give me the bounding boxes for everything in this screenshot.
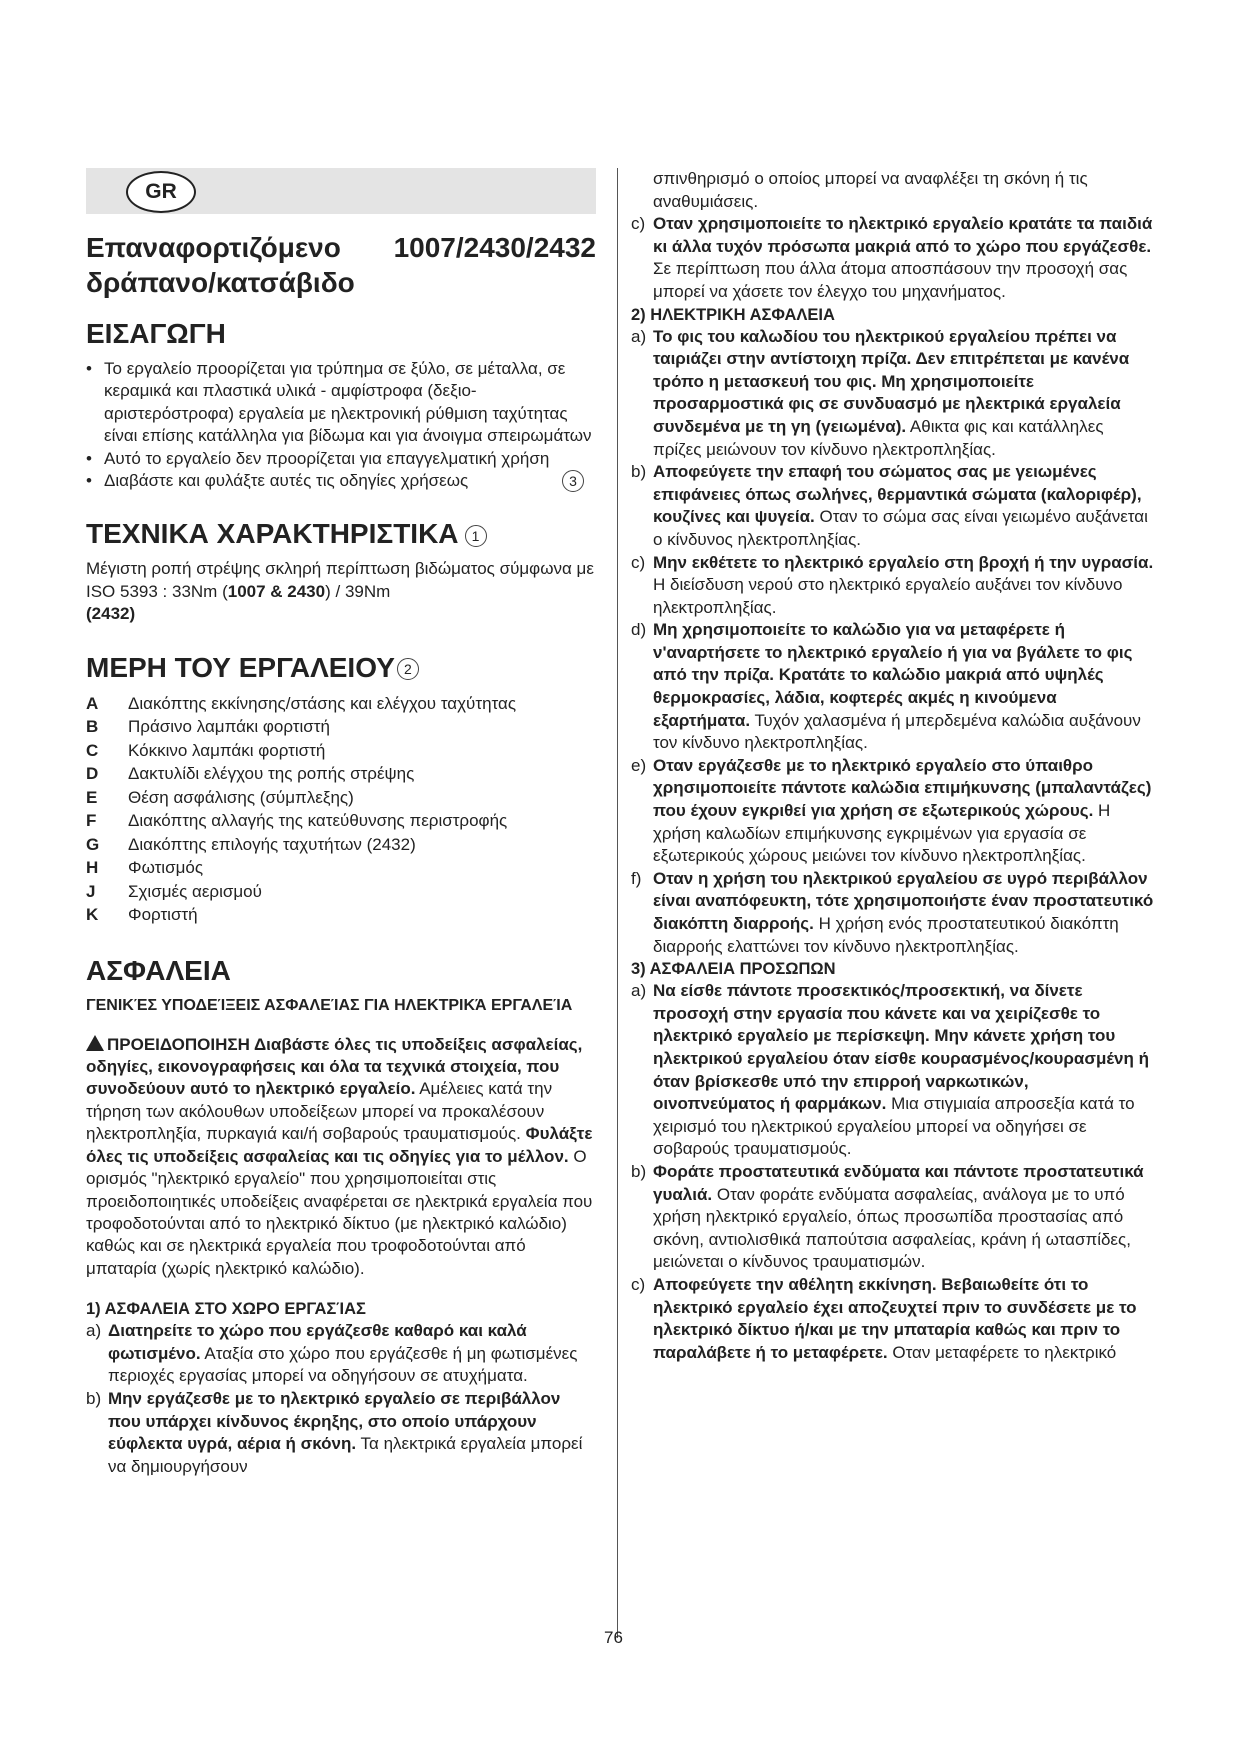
part-label: Κόκκινο λαμπάκι φορτιστή — [128, 740, 326, 760]
pers-item-a — [631, 980, 1154, 1161]
title-line2: δράπανο/κατσάβιδο — [86, 267, 355, 298]
item-label: f) — [631, 868, 642, 888]
electrical-safety-heading: 2) ΗΛΕΚΤΡΙΚΗ ΑΣΦΑΛΕΙΑ — [631, 305, 835, 324]
warning-paragraph — [86, 1034, 596, 1280]
part-row — [86, 856, 596, 880]
figure-ref-3-icon: 3 — [562, 470, 584, 492]
item-label: b) — [631, 462, 647, 482]
personal-safety-heading: 3) ΑΣΦΑΛΕΙΑ ΠΡΟΣΩΠΩΝ — [631, 960, 836, 979]
item-label: a) — [86, 1321, 102, 1341]
pers-item-c — [631, 1274, 1154, 1364]
item-label: c) — [631, 552, 646, 572]
item-bold: Μην εκθέτετε το ηλεκτρικό εργαλείο στη βροχή ή την υγρασία. — [653, 552, 1154, 572]
part-label: Διακόπτης αλλαγής της κατεύθυνσης περιστροφής — [128, 811, 508, 831]
item-text — [653, 1161, 1154, 1274]
item-normal: Οταν το σώμα σας είναι γειωμένο αυξάνεται ο κίνδυνος ηλεκτροπληξίας. — [653, 507, 1148, 549]
item-normal: Τυχόν χαλασμένα ή μπερδεμένα καλώδια αυξάνουν τον κίνδυνο ηλεκτροπληξίας. — [653, 710, 1141, 753]
item-label: b) — [631, 1161, 647, 1181]
item-normal: Η χρήση καλωδίων επιμήκυνσης εγκριμένων για εργασία σε εξωτερικούς χώρους μειώνει τον κίνδυνο ηλεκτροπληξίας. — [653, 801, 1111, 866]
warning-text-1: Αμέλειες κατά την τήρηση των ακόλουθων υποδείξεων μπορεί να προκαλέσουν ηλεκτροπληξία, πυρκαγιά και/ή σοβαρούς τραυματισμούς. — [86, 1079, 553, 1144]
elec-item-c — [631, 552, 1154, 620]
elec-item-b — [631, 461, 1154, 551]
item-text — [653, 980, 1154, 1161]
tech-text — [86, 558, 596, 625]
item-label: b) — [86, 1388, 102, 1408]
item-bold: Οταν εργάζεσθε με το ηλεκτρικό εργαλείο στο ύπαιθρο χρησιμοποιείτε πάντοτε καλώδια επιμήκυνσης (μπαλαντάζες) που έχουν εγκριθεί για χρήση σε εξωτερικούς χώρους. — [653, 755, 1152, 821]
tech-heading-text: ΤΕΧΝΙΚΑ ΧΑΡΑΚΤΗΡΙΣΤΙΚΑ — [86, 518, 459, 550]
item-normal: Τα ηλεκτρικά εργαλεία μπορεί να δημιουργήσουν — [108, 1434, 583, 1476]
part-key: B — [86, 717, 99, 737]
parts-heading — [86, 652, 596, 684]
safety-heading: ΑΣΦΑΛΕΙΑ — [86, 954, 231, 986]
intro-bullet-3-text: • Διαβάστε και φυλάξτε αυτές τις οδηγίες χρήσεως — [104, 471, 469, 491]
part-key: H — [86, 858, 99, 878]
pers-item-b — [631, 1161, 1154, 1274]
part-row — [86, 739, 596, 763]
model-numbers: 1007/2430/2432 — [393, 232, 596, 263]
part-label: Φορτιστή — [128, 905, 198, 925]
warning-triangle-icon — [86, 1035, 104, 1051]
work-item-a — [86, 1320, 596, 1388]
intro-bullet-3 — [86, 470, 596, 492]
part-key: F — [86, 811, 97, 831]
item-label: d) — [631, 620, 647, 640]
part-key: G — [86, 834, 100, 854]
warning-text-2: Ο ορισμός "ηλεκτρικό εργαλείο" που χρησιμοποιείται στις προειδοποιητικές υποδείξεις αναφέρεται σε ηλεκτρικά εργαλεία που τροφοδοτούνται από το ηλεκτρικό δίκτυο (με ηλεκτρικό καλώδιο) καθώς και σε ηλεκτρικά εργαλεία που τροφοδοτούνται από μπαταρία (χωρίς ηλεκτρικό καλώδιο). — [86, 1146, 593, 1278]
intro-bullet-1: • Το εργαλείο προορίζεται για τρύπημα σε ξύλο, σε μέταλλα, σε κεραμικά και πλαστικά υλικά - αμφίστροφα (δεξιο-αριστερόστροφα) εργαλεία με ηλεκτρονική ρύθμιση ταχύτητας είναι επίσης κατάλληλα για βίδωμα και για άνοιγμα σπειρωμάτων — [86, 358, 596, 448]
country-code-badge: GR — [126, 171, 196, 213]
work-item-b-continued — [631, 168, 1154, 213]
item-text — [653, 868, 1154, 958]
part-row — [86, 692, 596, 716]
item-bold: Να είσθε πάντοτε προσεκτικός/προσεκτική, να δίνετε προσοχή στην εργασία που κάνετε και να χειρίζεσθε το ηλεκτρικό εργαλείο με περίσκεψη. Μην κάνετε χρήση του ηλεκτρικού εργαλείου όταν είσθε κουρασμένος/κουρασμένη ή όταν βρίσκεσθε υπό την επιρροή ναρκωτικών, οινοπνεύματος ή φαρμάκων. — [653, 981, 1149, 1114]
item-normal: σπινθηρισμό ο οποίος μπορεί να αναφλέξει τη σκόνη ή τις αναθυμιάσεις. — [653, 169, 1088, 211]
left-column — [86, 168, 596, 1478]
item-normal: Η χρήση ενός προστατευτικού διακόπτη διαρροής ελαττώνει τον κίνδυνο ηλεκτροπληξίας. — [653, 914, 1119, 956]
part-label: Δακτυλίδι ελέγχου της ροπής στρέψης — [128, 764, 415, 784]
part-label: Πράσινο λαμπάκι φορτιστή — [128, 717, 330, 737]
intro-bullet-2: • Αυτό το εργαλείο δεν προορίζεται για επαγγελματική χρήση — [86, 448, 596, 470]
work-area-heading: 1) ΑΣΦΑΛΕΙΑ ΣΤΟ ΧΩΡΟ ΕΡΓΑΣΊΑΣ — [86, 1300, 366, 1319]
document-title — [86, 230, 596, 300]
item-normal: Αθικτα φις και κατάλληλες πρίζες μειώνουν τον κίνδυνο ηλεκτροπληξίας. — [653, 416, 1104, 459]
tech-text-d: (2432) — [86, 604, 136, 624]
item-label: a) — [631, 981, 647, 1001]
item-bold: Διατηρείτε το χώρο που εργάζεσθε καθαρό και καλά φωτισμένο. — [108, 1321, 527, 1363]
item-normal: Μια στιγμιαία απροσεξία κατά το χειρισμό του ηλεκτρικού εργαλείου μπορεί να οδηγήσει σε σοβαρούς τραυματισμούς. — [653, 1094, 1135, 1159]
elec-item-f — [631, 868, 1154, 958]
parts-list — [86, 692, 596, 927]
page-number: 76 — [604, 1628, 623, 1647]
item-label: a) — [631, 326, 647, 346]
part-label: Θέση ασφάλισης (σύμπλεξης) — [128, 787, 354, 807]
tech-heading — [86, 518, 596, 550]
item-bold: Μην εργάζεσθε με το ηλεκτρικό εργαλείο σε περιβάλλον που υπάρχει κίνδυνος έκρηξης, στο οποίο υπάρχουν εύφλεκτα υγρά, αέρια ή σκόνη. — [108, 1388, 561, 1454]
item-normal: Οταν μεταφέρετε το ηλεκτρικό — [887, 1342, 1117, 1362]
item-bold: Αποφεύγετε την αθέλητη εκκίνηση. Βεβαιωθείτε ότι το ηλεκτρικό εργαλείο έχει αποζευχτεί πριν το συνδέσετε με το ηλεκτρικό δίκτυο ή/και με την μπαταρία καθώς και πριν το παραλάβετε ή το μεταφέρετε. — [653, 1274, 1137, 1362]
item-label: c) — [631, 1274, 646, 1294]
part-row — [86, 833, 596, 857]
item-normal: Οταν φοράτε ενδύματα ασφαλείας, ανάλογα με το υπό χρήση ηλεκτρικό εργαλείο, όπως προσωπίδα προστασίας από σκόνη, αντιολισθικά παπούτσια ασφαλείας, κράνη ή ωτασπίδες, μειώνεται ο κίνδυνος τραυματισμών. — [653, 1184, 1131, 1272]
right-column — [631, 168, 1154, 1364]
part-row — [86, 903, 596, 927]
part-key: J — [86, 881, 96, 901]
column-divider — [617, 168, 618, 1638]
part-label: Φωτισμός — [128, 858, 204, 878]
elec-item-d — [631, 619, 1154, 755]
warning-bold-2: Φυλάξτε όλες τις υποδείξεις ασφαλείας και τις οδηγίες για το μέλλον. — [86, 1124, 593, 1166]
elec-item-e — [631, 755, 1154, 868]
item-normal: Η διείσδυση νερού στο ηλεκτρικό εργαλείο αυξάνει τον κίνδυνο ηλεκτροπληξίας. — [653, 575, 1123, 617]
part-key: K — [86, 905, 99, 925]
safety-subheading: ΓΕΝΙΚΈΣ ΥΠΟΔΕΊΞΕΙΣ ΑΣΦΑΛΕΊΑΣ ΓΙΑ ΗΛΕΚΤΡΙΚΆ ΕΡΓΑΛΕΊΑ — [86, 996, 573, 1014]
figure-ref-1-icon: 1 — [465, 525, 487, 547]
item-text — [653, 1274, 1154, 1364]
item-label: c) — [631, 214, 646, 234]
item-text — [108, 1320, 596, 1388]
tech-text-c: ) / 39Nm — [325, 581, 391, 601]
item-bold: Οταν η χρήση του ηλεκτρικού εργαλείου σε υγρό περιβάλλον είναι αναπόφευκτη, τότε χρησιμοποιήστε έναν προστατευτικό διακόπτη διαρροής. — [653, 868, 1154, 933]
part-row — [86, 786, 596, 810]
part-label: Σχισμές αερισμού — [128, 881, 262, 901]
part-row — [86, 809, 596, 833]
part-label: Διακόπτης εκκίνησης/στάσης και ελέγχου ταχύτητας — [128, 693, 517, 713]
part-key: A — [86, 693, 99, 713]
intro-bullets — [86, 358, 596, 492]
item-text — [653, 552, 1154, 620]
item-normal: Αταξία στο χώρο που εργάζεσθε ή μη φωτισμένες περιοχές εργασίας μπορεί να οδηγήσουν σε ατυχήματα. — [108, 1343, 578, 1386]
part-label: Διακόπτης επιλογής ταχυτήτων (2432) — [128, 834, 416, 854]
item-text — [653, 461, 1154, 551]
part-key: E — [86, 787, 98, 807]
work-item-c — [631, 213, 1154, 303]
item-text — [653, 213, 1154, 303]
tech-text-a: Μέγιστη ροπή στρέψης σκληρή περίπτωση βιδώματος σύμφωνα με ISO 5393 : 33Nm ( — [86, 559, 594, 601]
elec-item-a — [631, 326, 1154, 462]
warning-bold-1: ΠΡΟΕΙΔΟΠΟΙΗΣΗ Διαβάστε όλες τις υποδείξεις ασφαλείας, οδηγίες, εικονογραφήσεις και όλα τα τεχνικά στοιχεία, που συνοδεύουν αυτό το ηλεκτρικό εργαλείο. — [86, 1034, 583, 1099]
part-key: C — [86, 740, 99, 760]
tech-text-b: 1007 & 2430 — [227, 581, 326, 601]
figure-ref-2-icon: 2 — [397, 658, 419, 680]
item-label: e) — [631, 755, 647, 775]
work-item-b — [86, 1388, 596, 1478]
part-row — [86, 880, 596, 904]
parts-heading-text: ΜΕΡΗ ΤΟΥ ΕΡΓΑΛΕΙΟΥ — [86, 651, 395, 683]
item-bold: Μη χρησιμοποιείτε το καλώδιο για να μεταφέρετε ή ν'αναρτήσετε το ηλεκτρικό εργαλείο ή για να βγάλετε το φις από την πρίζα. Κρατάτε το καλώδιο μακριά από υψηλές θερμοκρασίες, λάδια, κοφτερές ακμές η κινούμενα εξαρτήματα. — [653, 620, 1133, 730]
item-bold: Φοράτε προστατευτικά ενδύματα και πάντοτε προστατευτικά γυαλιά. — [653, 1161, 1144, 1204]
part-row — [86, 715, 596, 739]
item-bold: Οταν χρησιμοποιείτε το ηλεκτρικό εργαλείο κρατάτε τα παιδιά κι άλλα τυχόν πρόσωπα μακριά από το χώρο που εργάζεσθε. — [653, 214, 1153, 256]
language-header-bar — [86, 168, 596, 214]
item-normal: Σε περίπτωση που άλλα άτομα αποσπάσουν την προσοχή σας μπορεί να χάσετε τον έλεγχο του μηχανήματος. — [653, 259, 1128, 301]
item-text — [653, 755, 1154, 868]
item-text — [653, 326, 1154, 462]
part-key: D — [86, 764, 99, 784]
item-text — [653, 619, 1154, 755]
part-row — [86, 762, 596, 786]
item-bold: Αποφεύγετε την επαφή του σώματος σας με γειωμένες επιφάνειες όπως σωλήνες, θερμαντικά σώματα (καλοριφέρ), κουζίνες και ψυγεία. — [653, 462, 1142, 527]
title-line1: Επαναφορτιζόμενο — [86, 232, 341, 263]
intro-heading: ΕΙΣΑΓΩΓΗ — [86, 318, 226, 349]
item-text — [108, 1388, 596, 1478]
item-bold: Το φις του καλωδίου του ηλεκτρικού εργαλείου πρέπει να ταιριάζει στην αντίστοιχη πρίζα. Δεν επιτρέπεται με κανένα τρόπο η μετασκευή του φις. Μη χρησιμοποιείτε προσαρμοστικά φις σε συνδυασμό με ηλεκτρικά εργαλεία συνδεμένα με τη γη (γειωμένα). — [653, 326, 1130, 436]
